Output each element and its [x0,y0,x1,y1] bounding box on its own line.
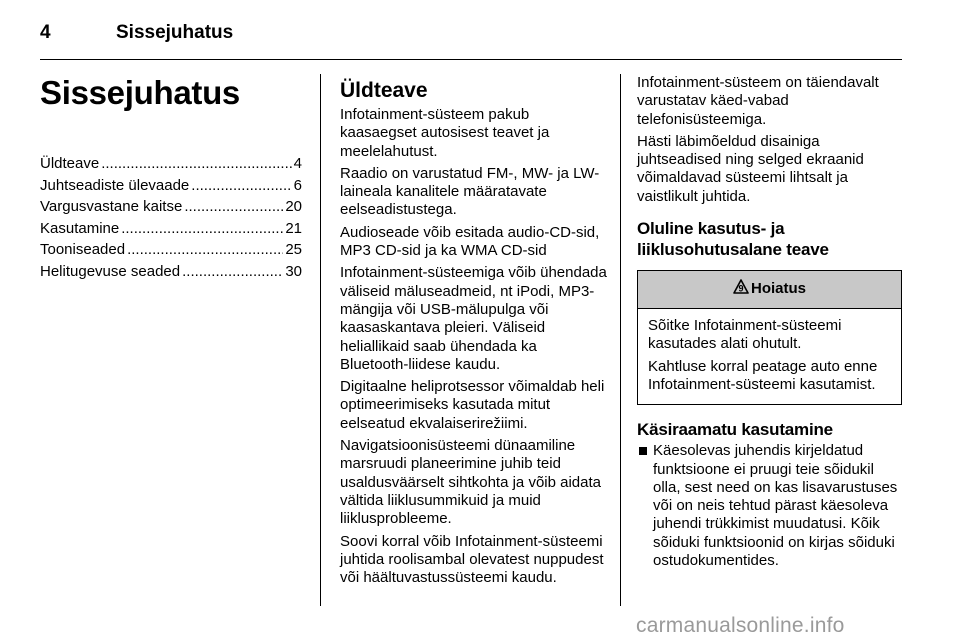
warning-box [637,270,902,405]
toc-column [40,64,302,283]
toc-entry[interactable] [40,176,302,198]
column-divider [620,74,621,606]
warning-header [638,271,901,309]
header-rule [40,59,902,60]
body-paragraph: Infotainment-süsteemiga võib ühendada väliseid mäluseadmeid, nt iPodi, MP3-mängija või USB-mälupulga või kaasaskantava pleieri. Väliseid heliallikaid saab ühendada ka Bluetooth-liidese kaudu. [340,264,607,373]
toc-leader-dots [127,240,283,260]
toc-leader-dots [184,197,283,217]
toc-leader-dots [182,262,283,282]
warning-body [638,309,901,404]
body-paragraph: Digitaalne heliprotsessor võimaldab heli optimeerimiseks kasutada mitut eelseatud ekvalaiserirežiimi. [340,378,605,432]
toc-entry-label: Juhtseadiste ülevaade [40,176,190,194]
page-header [40,14,902,50]
section-heading: Üldteave [340,79,428,102]
bullet-list [637,442,902,570]
square-bullet-icon [639,447,647,455]
page-number: 4 [40,22,51,43]
toc-entry-label: Helitugevuse seaded [40,262,181,280]
toc-entry[interactable] [40,240,302,262]
toc-entry[interactable] [40,154,302,176]
toc-entry-page: 20 [285,198,302,215]
toc-entry[interactable] [40,219,302,241]
warning-paragraph: Kahtluse korral peatage auto enne Infotainment-süsteemi kasutamist. [648,357,878,393]
toc-entry-label: Üldteave [40,155,100,172]
toc-leader-dots [101,154,291,174]
toc-entry-page: 25 [285,241,302,258]
body-paragraph: Infotainment-süsteem on täiendavalt varustatav käed-vabad telefonisüsteemiga. [637,74,879,128]
watermark: carmanualsonline.info [636,614,845,637]
list-item-text: Käesolevas juhendis kirjeldatud funktsioone ei pruugi teie sõidukil olla, sest need on kas lisavarustuses või on neis tehtud pärast käesoleva juhendi trükkimist muudatusi. Kõik sõiduki funktsioonid on kirjas sõiduki ostudokumentides. [653,442,898,570]
list-item [637,442,902,570]
toc-entry-page: 21 [285,219,302,237]
general-info-column [340,74,608,591]
table-of-contents [40,154,302,283]
body-paragraph: Infotainment-süsteem pakub kaasaegset autosisest teavet ja meelelahutust. [340,106,550,160]
body-paragraph: Audioseade võib esitada audio-CD-sid, MP3 CD-sid ja ka WMA CD-sid [340,223,600,260]
safety-column [637,74,902,570]
toc-entry-label: Vargusvastane kaitse [40,198,183,215]
toc-entry-page: 4 [293,155,302,172]
running-header-title: Sissejuhatus [116,22,234,43]
warning-icon-glyph: 9 [738,283,744,294]
body-paragraph: Navigatsioonisüsteemi dünaamiline marsruudi planeerimine juhib teid usaldusväärselt sihtkohta ja võib aidata vältida liiklusummikuid ja muid liiklusprobleeme. [340,437,601,528]
chapter-title: Sissejuhatus [40,74,240,111]
toc-leader-dots [121,219,283,239]
warning-triangle-icon [733,279,749,299]
warning-title: Hoiatus [750,280,806,298]
toc-entry-label: Kasutamine [40,219,120,237]
toc-entry-label: Tooniseaded [40,241,126,258]
toc-leader-dots [191,176,291,196]
body-paragraph: Soovi korral võib Infotainment-süsteemi juhtida roolisambal olevatest nuppudest või häältuvastussüsteemi kaudu. [340,532,604,587]
warning-paragraph: Sõitke Infotainment-süsteemi kasutades alati ohutult. [648,317,842,353]
body-paragraph: Hästi läbimõeldud disainiga juhtseadised ning selged ekraanid võimaldavad süsteemi lihtsalt ja vaistlikult juhtida. [637,132,864,205]
toc-entry[interactable] [40,197,302,219]
toc-entry[interactable] [40,262,302,284]
toc-entry-page: 6 [293,176,302,194]
toc-entry-page: 30 [285,262,302,280]
manual-heading: Käsiraamatu kasutamine [637,420,833,440]
column-divider [320,74,321,606]
body-paragraph: Raadio on varustatud FM-, MW- ja LW-laineala kanalitele määratavate eelseadistustega. [340,164,600,219]
safety-heading: Oluline kasutus- ja liiklusohutusalane teave [637,219,829,260]
